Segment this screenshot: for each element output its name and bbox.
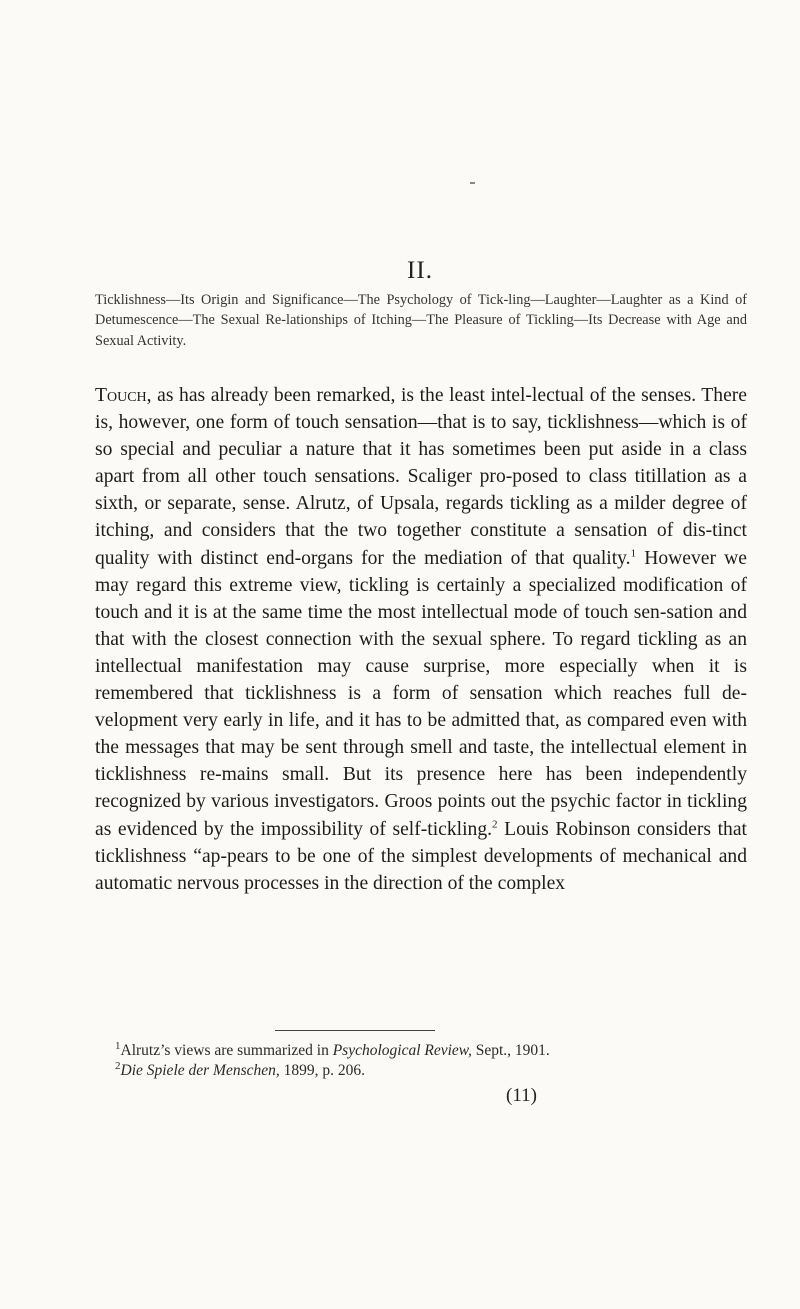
body-text-segment-1: as has already been remarked, is the least intel-lectual of the senses. There is, however, one form of touch sensation—that is to say, ticklishness—which is of so special and peculiar a nature that it has sometimes been put aside in a class apart from all other touch sensations. Scaliger pro-posed to class titillation as a sixth, or separate, sense. Alrutz, of Upsala, regards tickling as a milder degree of itching, and considers that the two together constitute a sensation of dis-tinct quality with distinct end-organs for the mediation of that quality. <box>95 385 747 569</box>
book-page <box>90 0 750 1309</box>
chapter-number: II. <box>407 257 433 284</box>
footnotes <box>95 1041 747 1081</box>
footnote-ref-1: 1 <box>630 547 637 560</box>
footnote-rule <box>275 1030 435 1031</box>
footnote-1-date: Sept., 1901. <box>471 1042 550 1059</box>
footnote-2-citation: 1899, p. 206. <box>279 1062 365 1079</box>
chapter-synopsis: Ticklishness—Its Origin and Significance—The Psychology of Tick-ling—Laughter—Laughter as a Kind of Detumescence—The Sexual Re-lationships of Itching—The Pleasure of Tickling—Its Decrease with Age and Sexual Activity. <box>95 292 747 349</box>
body-text-segment-3: Louis Robinson considers that ticklishness “ap-pears to be one of the simplest developments of mechanical and automatic nervous processes in the direction of the complex <box>95 818 747 894</box>
footnote-1 <box>95 1041 747 1061</box>
footnote-ref-2: 2 <box>492 817 498 830</box>
footnote-1-journal: Psychological Review, <box>332 1042 472 1059</box>
body-text-segment-2: However we may regard this extreme view, tickling is certainly a specialized modification of touch and it is at the same time the most intellectual mode of touch sen-sation and that with the closest connection with the sexual sphere. To regard tickling as an intellectual manifestation may cause surprise, more especially when it is remembered that ticklishness is a form of sensation which reaches full de-velopment very early in life, and it has to be admitted that, as compared even with the messages that may be sent through smell and taste, the intellectual element in ticklishness re-mains small. But its presence here has been independently recognized by various investigators. Groos points out the psychic factor in tickling as evidenced by the impossibility of self-tickling. <box>95 547 747 840</box>
footnote-2 <box>95 1061 747 1081</box>
page-number: (11) <box>506 1085 537 1106</box>
footnote-marker-1: 1 <box>115 1039 121 1052</box>
body-paragraph <box>95 382 747 897</box>
footnote-marker-2: 2 <box>115 1059 121 1072</box>
lead-word: Touch, <box>95 385 152 406</box>
ink-speck <box>470 182 475 184</box>
footnote-1-text: Alrutz’s views are summarized in <box>120 1042 333 1059</box>
footnote-2-title: Die Spiele der Menschen, <box>120 1062 280 1079</box>
